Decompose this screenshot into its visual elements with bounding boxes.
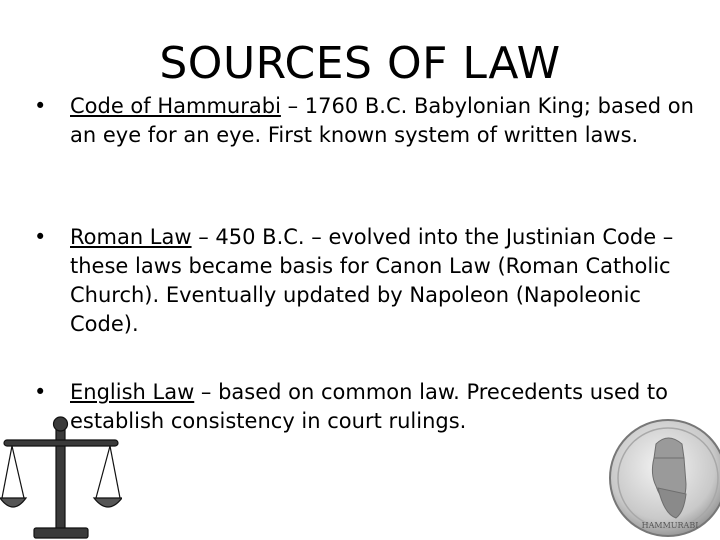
bullet-marker: • <box>34 94 47 118</box>
slide-title: SOURCES OF LAW <box>159 38 561 89</box>
bullet-text: – 450 B.C. – evolved into the Justinian Code – these laws became basis for Canon Law (Roman Catholic Church). Eventually updated by Napoleon (Napoleonic Code). <box>70 225 674 336</box>
scales-of-justice-icon <box>0 412 122 540</box>
bullet-term: English Law <box>70 380 195 404</box>
bullet-text: – 1760 B.C. Babylonian King; based on an eye for an eye. First known system of written laws. <box>70 94 694 147</box>
bullet-text: – based on common law. Precedents used to establish consistency in court rulings. <box>70 380 668 433</box>
bullet-term: Code of Hammurabi <box>70 94 281 118</box>
bullet-item <box>20 378 700 436</box>
hammurabi-medallion <box>606 414 720 540</box>
bullet-item <box>20 92 700 150</box>
bullet-item <box>20 223 700 339</box>
bullet-term: Roman Law <box>70 225 192 249</box>
medallion-caption: HAMMURABI <box>641 521 699 530</box>
bullet-marker: • <box>34 225 47 249</box>
bullet-marker: • <box>34 380 47 404</box>
